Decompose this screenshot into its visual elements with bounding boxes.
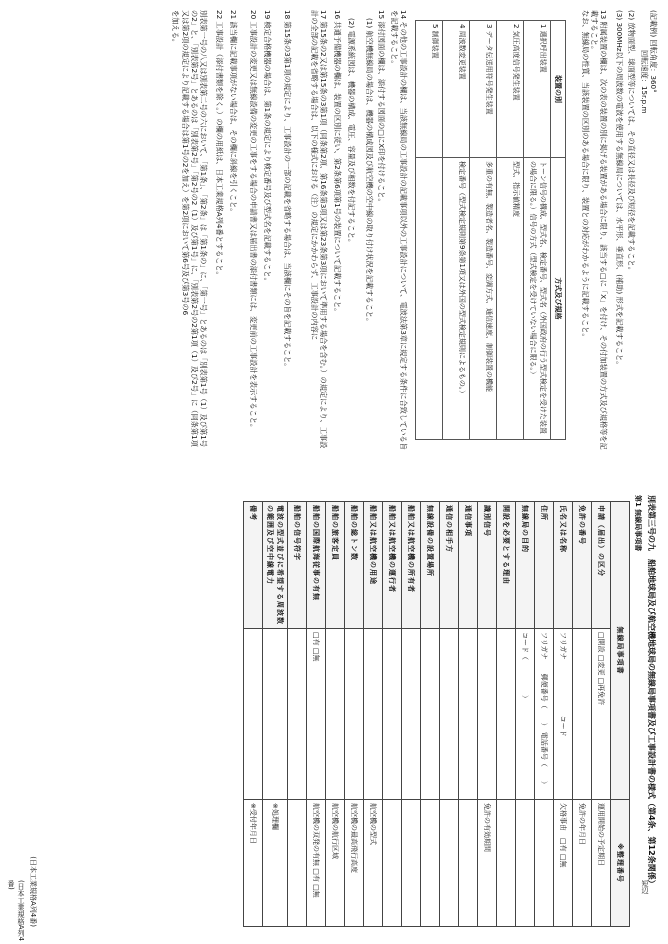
form-row-aside: 免許の有効期間 [478, 800, 497, 927]
note-fare-example: (記載例) 回転角度：360° [649, 10, 658, 93]
form-row [478, 502, 497, 927]
device-spec-cell [416, 158, 443, 440]
note-item18: 18 第15条の3第1項の規定により、工事設計の一部の記載を省略する場合は、当該欄にその旨を記載すること。 [283, 10, 292, 371]
form-row-label: 船舶又は航空機の用途 [364, 502, 383, 629]
device-table-head-spec: 方式及び規格 [551, 158, 566, 440]
form-row-value[interactable] [288, 629, 307, 800]
device-table-row [497, 21, 524, 440]
note-item15: 15 添付図面の欄は、添付する図面の□にX印を付けること。 [377, 10, 386, 206]
form-row-label: 船舶の信号符字 [288, 502, 307, 629]
form-row-value[interactable] [573, 629, 592, 800]
note-item20: 20 工事設計の変更又は無線設備の変更の工事をする場合の申請書又は届出書の添付書類には、変更前の工事設計を表示すること。 [249, 10, 258, 432]
device-table [415, 20, 566, 440]
form-subtitle: 第1 無線局事項書 [634, 495, 642, 552]
form-row-aside: 航空機の最高飛行高度 [345, 800, 364, 927]
form-row-aside [459, 800, 478, 927]
form-row-label: 氏名又は名称 [554, 502, 573, 629]
form-row-value[interactable] [244, 629, 263, 800]
form-row [459, 502, 478, 927]
form-row [554, 502, 573, 927]
form-row-value[interactable] [459, 629, 478, 800]
form-row-value[interactable] [440, 629, 459, 800]
form-row-aside: ※処理欄 [263, 800, 288, 927]
form-row-value[interactable] [263, 629, 288, 800]
station-form-table [243, 501, 630, 927]
note-item15b: (2) 電源系統図は、機器の構成、電圧、容量及び相数を付記すること。 [347, 18, 356, 247]
form-row [383, 502, 402, 927]
note-item16: 16 共通予備機器の欄は、装置の区別に従い、第2条第6項第1号の装置について記載すること。 [333, 10, 342, 316]
form-row [421, 502, 440, 927]
form-row-aside: 航空機の航行区域 [326, 800, 345, 927]
form-row-value[interactable] [326, 629, 345, 800]
form-row [307, 502, 326, 927]
device-spec-cell: 型式、指示値精度 [497, 158, 524, 440]
device-spec-cell: トーン信号の構成、型式名、検定番号、型式名（外国政府の行う型式検定を受けた装置の場合に限る。）信号の方式（型式検定を受けていない場合に限る。） [524, 158, 551, 440]
form-row-value[interactable]: □開設 □変更 □再免許 [592, 629, 611, 800]
form-row-label: 住所 [535, 502, 554, 629]
form-row-label: 船舶又は航空機の運行者 [383, 502, 402, 629]
form-row-label: 識別信号 [478, 502, 497, 629]
form-row-aside: 運用開始の予定期日 [592, 800, 611, 927]
form-row-value[interactable] [497, 629, 516, 800]
form-row-aside [535, 800, 554, 927]
form-row-aside [421, 800, 440, 927]
note-item14: 14 その他の工事設計の欄は、当該無線局の工事設計の記載事項以外の工事設計について、電波法第3章に規定する条件に合致している旨を記載すること。 [390, 10, 408, 450]
form-row-value[interactable] [421, 629, 440, 800]
note-item17: 17 第15条の2又は第15条の3第1項（同条第2項、第16条第3項又は第23条第3項において準用する場合を含む。）の規定により、工事設計の全部の記載を省略する場合は、以下の様式における（注）の規定にかかわらず、工事設計の内容に [310, 10, 328, 449]
form-row-value[interactable] [402, 629, 421, 800]
note-item2: (2) 放物面型、球面型等については、その直径又は長径及び短径を記載すること。 [627, 10, 636, 274]
device-table-head-kind: 装置の別 [551, 21, 566, 158]
form-row-value[interactable] [478, 629, 497, 800]
form-row [326, 502, 345, 927]
form-section [8, 495, 658, 935]
form-row-value[interactable] [364, 629, 383, 800]
form-row-label: 船舶の旅客定員 [326, 502, 345, 629]
form-row-value[interactable]: コード（ ） [516, 629, 535, 800]
device-table-row [416, 21, 443, 440]
form-row-aside [516, 800, 535, 927]
device-table-row [524, 21, 551, 440]
note-item15a: (1) 航空機無線局の場合は、機器の構成図及び航空機の空中線の取り付け状況を記載すること。 [365, 18, 374, 326]
form-row-label: 船舶の総トン数 [345, 502, 364, 629]
note-item13: 13 附属装置の欄は、次の表の装置の別に掲げる装置がある場合に限り、該当する□に「X」を付け、その付加装置の方式及び規格等を記載すること。 [590, 10, 608, 450]
form-row [497, 502, 516, 927]
form-row-aside [288, 800, 307, 927]
form-row-value[interactable]: フリガナ コード [554, 629, 573, 800]
form-row-label: 船舶又は航空機の所有者 [402, 502, 421, 629]
form-row-label: 電波の型式並びに希望する周波数の範囲及び空中線電力 [263, 502, 288, 629]
form-row-aside [402, 800, 421, 927]
device-kind-cell: 3 データ伝送用符号発生装置 [470, 21, 497, 158]
form-row-aside [440, 800, 459, 927]
form-row [364, 502, 383, 927]
form-row-label: 備考 [244, 502, 263, 629]
form-row-aside [497, 800, 516, 927]
note-item22: 22 工事設計（添付書類を除く。）の欄の用紙は、日本工業規格A列4番とすること。 [215, 10, 224, 279]
form-row-label: 免許の番号 [573, 502, 592, 629]
device-table-row [443, 21, 470, 440]
note-item-last-2: を加える。 [171, 10, 180, 46]
form-row-label: 無線局の目的 [516, 502, 535, 629]
form-row-value[interactable]: フリガナ 郵便番号（ ） 電話番号（ ） [535, 629, 554, 800]
note-item13b: なお、無線局の性質、当該装置の区別のある場合に限り、装置との対応がわかるように記載すること。 [581, 10, 590, 341]
form-row [440, 502, 459, 927]
note-item-last: 別表第一号の八又は別表第二号の六において、「第1条」、「第2条」は「第1条の」に、「第一号」とあるのは「別表第1号（1）及び第1号の2」と、「別表第2号」とあるのは「別表第2号」「第2号の2（1）及び第1号」に、「別表第2号の2第1項（1）及び2号」に（同条第1項又は第2項の規定により記載する場合は第1号の2を加え）を第2項において第6号及び第3号の6 [181, 10, 208, 447]
form-row [592, 502, 611, 927]
device-kind-cell: 5 制御装置 [416, 21, 443, 158]
form-row-label: 通信の相手方 [440, 502, 459, 629]
form-row [288, 502, 307, 927]
form-row [345, 502, 364, 927]
form-row-aside: 免許の年月日 [573, 800, 592, 927]
form-row-aside: 欠格事由 □有 □無 [554, 800, 573, 927]
form-header-number: ※整理番号 [611, 800, 630, 927]
margin-label-left: (日本工業規格A列4番) [7, 880, 25, 941]
device-kind-cell: 4 周波数変更装置 [443, 21, 470, 158]
note-item19: 19 検定合格機器の場合は、第1条の規定により検定番号及び型式名を記載すること。 [263, 10, 272, 285]
device-kind-cell: 2 気圧高度信号発生装置 [497, 21, 524, 158]
form-row-label: 船舶の国際航海従事の有無 [307, 502, 326, 629]
form-row [573, 502, 592, 927]
form-row-aside: 航空機の型式 [364, 800, 383, 927]
form-row-label: 申請（届出）の区分 [592, 502, 611, 629]
note-fare-example-2: 回転速度：15r.p.m [640, 50, 649, 114]
form-row-label: 無線設備の設置場所 [421, 502, 440, 629]
device-spec-cell: 多重の有無、製造者名、製造番号、変調方式、通信速度、制御装置の機能 [470, 158, 497, 440]
note-item21: 21 該当欄に記載事項がない場合は、その欄に斜線を引くこと。 [229, 10, 238, 216]
notes-section [28, 10, 658, 450]
device-kind-cell: 1 選択呼出装置 [524, 21, 551, 158]
form-row [535, 502, 554, 927]
form-row-value[interactable]: □有 □無 [307, 629, 326, 800]
form-row-aside: 航空機の双発の有無 □有 □無 [307, 800, 326, 927]
form-footer: (日本工業規格A列4番) [29, 856, 37, 927]
device-table-row [470, 21, 497, 440]
margin-label-right: 短辺 [641, 880, 649, 894]
form-header-title: 無線局事項書 [611, 502, 630, 800]
form-row-aside: ※受付年月日 [244, 800, 263, 927]
form-title: 別表第三号の九 船舶地球局及び航空機地球局の無線局事項書及び工事設計書の様式（第4条、第12条関係） [647, 495, 656, 888]
device-spec-cell: 検定番号（型式検定規則第9条第1項又は外国の型式検定規則によるもの。） [443, 158, 470, 440]
form-row [263, 502, 288, 927]
form-row [402, 502, 421, 927]
form-row-value[interactable] [383, 629, 402, 800]
form-row-label: 開設を必要とする理由 [497, 502, 516, 629]
note-item3: (3) 300MHz以下の周波数の電波を使用する無線局については、水平形、垂直形、(補助) 形式を記載すること。 [615, 10, 624, 369]
form-row [244, 502, 263, 927]
form-row-value[interactable] [345, 629, 364, 800]
form-row-aside [383, 800, 402, 927]
form-row [516, 502, 535, 927]
form-row-label: 通信事項 [459, 502, 478, 629]
